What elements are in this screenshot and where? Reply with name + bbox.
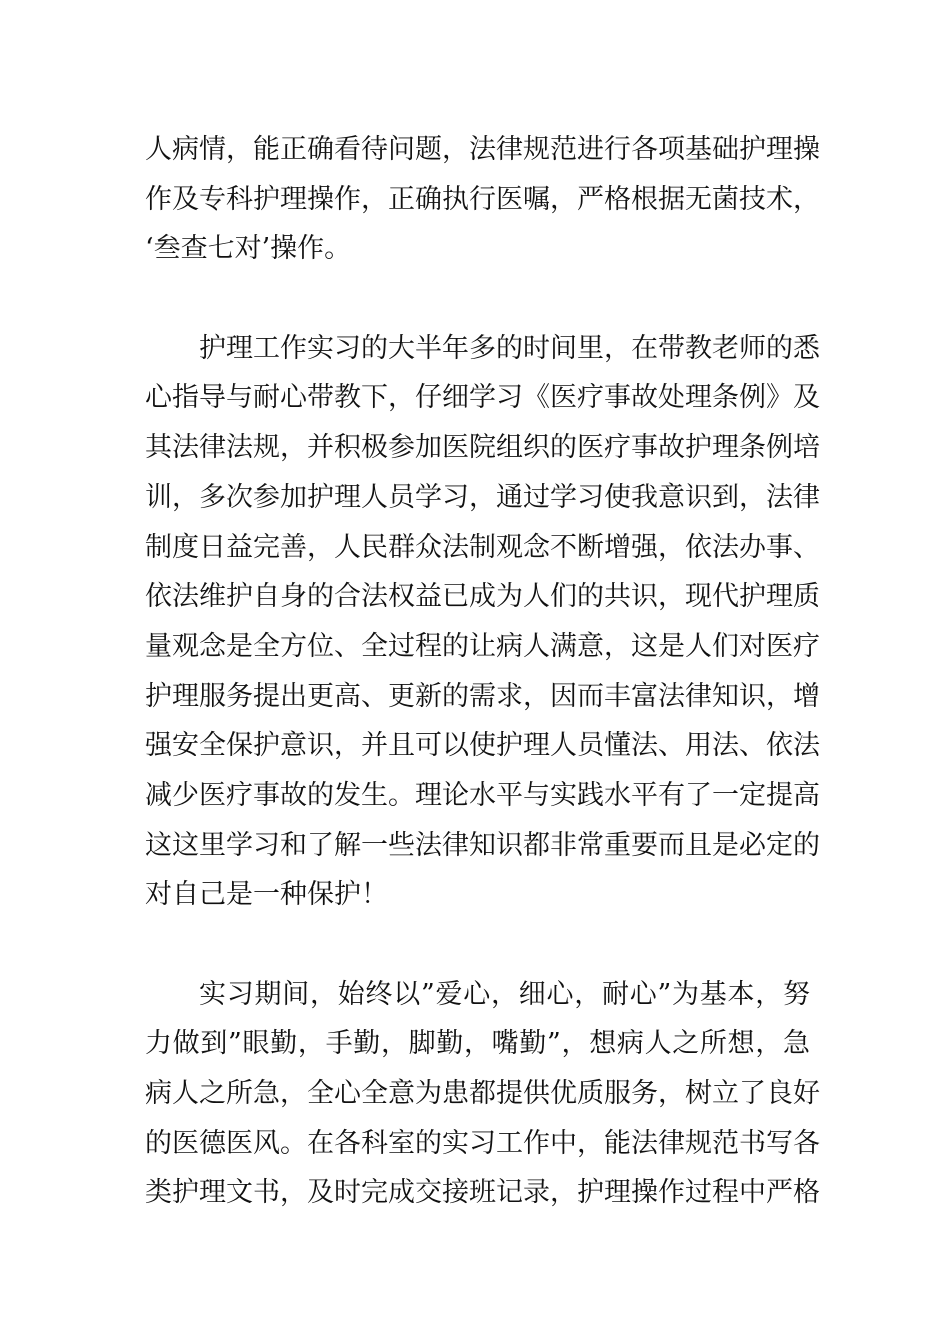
paragraph-2-line-1: 护理工作实习的大半年多的时间里，在带教老师的悉 [199,333,820,364]
paragraph-2-line-4: 训，多次参加护理人员学习，通过学习使我意识到，法律 [145,482,820,513]
paragraph-2-line-10: 减少医疗事故的发生。理论水平与实践水平有了一定提高 [145,780,820,811]
paragraph-2-line-6: 依法维护自身的合法权益已成为人们的共识，现代护理质 [145,581,820,612]
paragraph-2-line-7: 量观念是全方位、全过程的让病人满意，这是人们对医疗 [145,631,820,662]
paragraph-2-line-3: 其法律法规，并积极参加医院组织的医疗事故护理条例培 [145,432,820,463]
paragraph-2-line-2: 心指导与耐心带教下，仔细学习《医疗事故处理条例》及 [145,382,820,413]
paragraph-2-line-9: 强安全保护意识，并且可以使护理人员懂法、用法、依法 [145,730,820,761]
paragraph-1-line-1: 人病情，能正确看待问题，法律规范进行各项基础护理操 [145,134,820,165]
paragraph-3-line-4: 的医德医风。在各科室的实习工作中，能法律规范书写各 [145,1128,820,1159]
paragraph-3-line-3: 病人之所急，全心全意为患都提供优质服务，树立了良好 [145,1078,820,1109]
paragraph-3-line-1: 实习期间，始终以”爱心，细心，耐心”为基本，努 [199,979,810,1010]
paragraph-3-line-5: 类护理文书，及时完成交接班记录，护理操作过程中严格 [145,1177,820,1208]
paragraph-2-line-8: 护理服务提出更高、更新的需求，因而丰富法律知识，增 [145,681,820,712]
paragraph-3-line-2: 力做到”眼勤，手勤，脚勤，嘴勤”，想病人之所想，急 [145,1028,810,1059]
paragraph-1-line-3: ‘叁查七对’操作。 [145,233,352,264]
paragraph-2-line-5: 制度日益完善，人民群众法制观念不断增强，依法办事、 [145,532,820,563]
paragraph-1-line-2: 作及专科护理操作，正确执行医嘱，严格根据无菌技术， [145,184,820,215]
paragraph-2-line-12: 对自己是一种保护！ [145,879,388,910]
paragraph-2-line-11: 这这里学习和了解一些法律知识都非常重要而且是必定的 [145,830,820,861]
